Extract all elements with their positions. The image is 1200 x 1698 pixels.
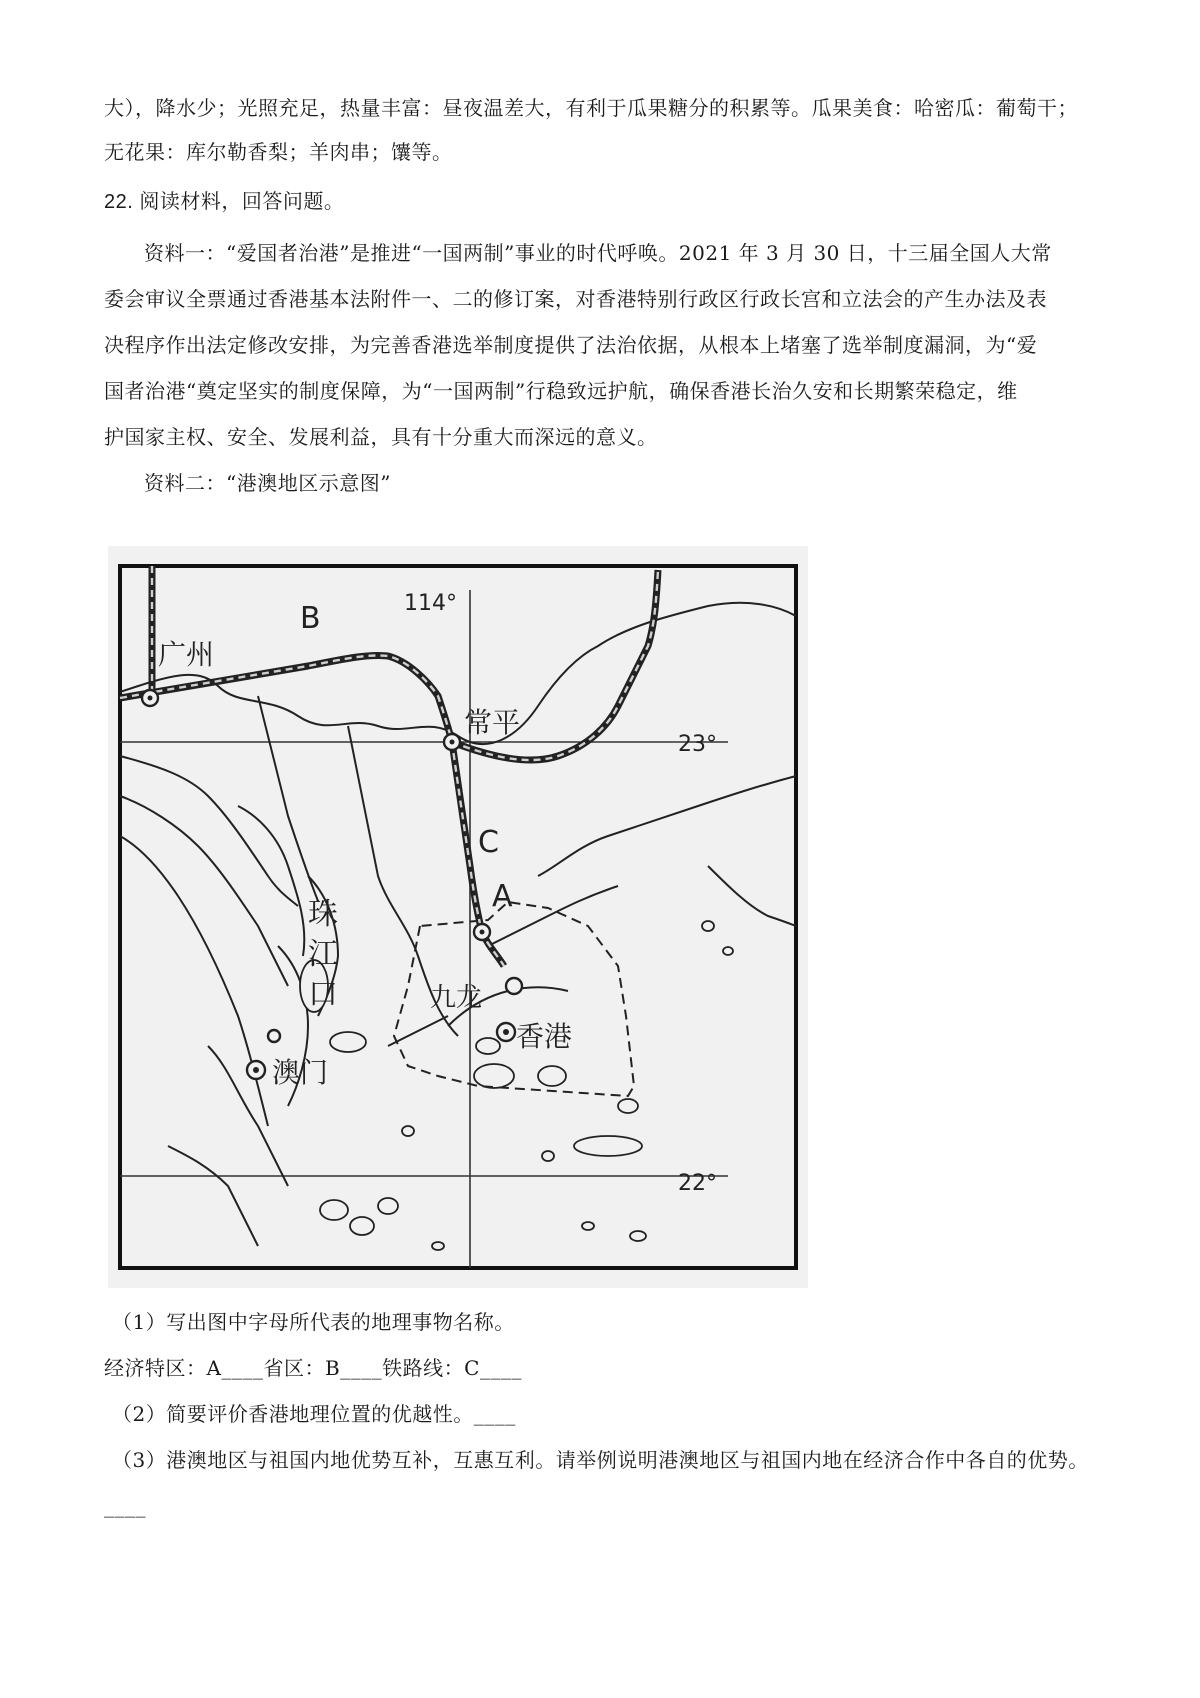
map-label-macau: 澳门 <box>272 1056 329 1089</box>
map-svg <box>108 546 808 1288</box>
map-label-114: 114° <box>404 591 457 616</box>
material-1-line-2: 委会审议全票通过香港基本法附件一、二的修订案，对香港特别行政区行政长宫和立法会的产生办法及表 <box>104 287 1047 311</box>
material-1-line-3: 决程序作出法定修改安排，为完善香港选举制度提供了法治依据，从根本上堵塞了选举制度漏洞，为“爱 <box>104 333 1038 357</box>
sub-question-1-blanks: 经济特区：A____省区：B____铁路线：C____ <box>104 1356 522 1380</box>
material-2-caption: 资料二：“港澳地区示意图” <box>144 471 391 495</box>
map-label-23: 23° <box>678 732 717 757</box>
map-label-pearl-river-2: 江 <box>308 937 338 972</box>
map-letter-a: A <box>492 879 513 914</box>
map-label-22: 22° <box>678 1171 717 1196</box>
sub-question-1: （1）写出图中字母所代表的地理事物名称。 <box>112 1310 515 1334</box>
hk-macau-map <box>108 546 808 1288</box>
map-label-pearl-river-3: 口 <box>308 977 338 1012</box>
map-letter-c: C <box>478 825 499 860</box>
zhuhai-marker <box>268 1030 280 1042</box>
sub-question-2: （2）简要评价香港地理位置的优越性。____ <box>112 1402 516 1426</box>
coastline-group <box>120 603 796 1246</box>
map-label-pearl-river-1: 珠 <box>308 897 338 932</box>
map-label-guangzhou: 广州 <box>158 638 215 671</box>
sub-question-3: （3）港澳地区与祖国内地优势互补，互惠互利。请举例说明港澳地区与祖国内地在经济合作中各自的优势。 <box>112 1448 1089 1472</box>
map-label-kowloon: 九龙 <box>430 983 483 1013</box>
answer-text-line-2: 无花果：库尔勒香梨；羊肉串；馕等。 <box>104 140 453 164</box>
islands-group <box>300 921 733 1250</box>
map-letter-b: B <box>300 601 321 636</box>
question-22-heading: 22. 阅读材料，回答问题。 <box>104 191 345 213</box>
material-1-line-1: 资料一：“爱国者治港”是推进“一国两制”事业的时代呼唤。2021 年 3 月 30 日，十三届全国人大常 <box>144 241 1052 265</box>
sub-question-3-blank: ____ <box>104 1494 146 1518</box>
map-label-hongkong: 香港 <box>516 1020 573 1053</box>
map-frame <box>120 566 796 1268</box>
kowloon-marker <box>506 978 522 994</box>
material-1-line-4: 国者治港“奠定坚实的制度保障，为“一国两制”行稳致远护航，确保香港长治久安和长期繁荣稳定，维 <box>104 379 1018 403</box>
answer-text-line-1: 大），降水少；光照充足，热量丰富：昼夜温差大，有利于瓜果糖分的积累等。瓜果美食：哈密瓜：葡萄干； <box>104 96 1078 120</box>
railway-group <box>120 566 658 966</box>
map-label-changping: 常平 <box>464 706 521 739</box>
material-1-line-5: 护国家主权、安全、发展利益，具有十分重大而深远的意义。 <box>104 425 658 449</box>
